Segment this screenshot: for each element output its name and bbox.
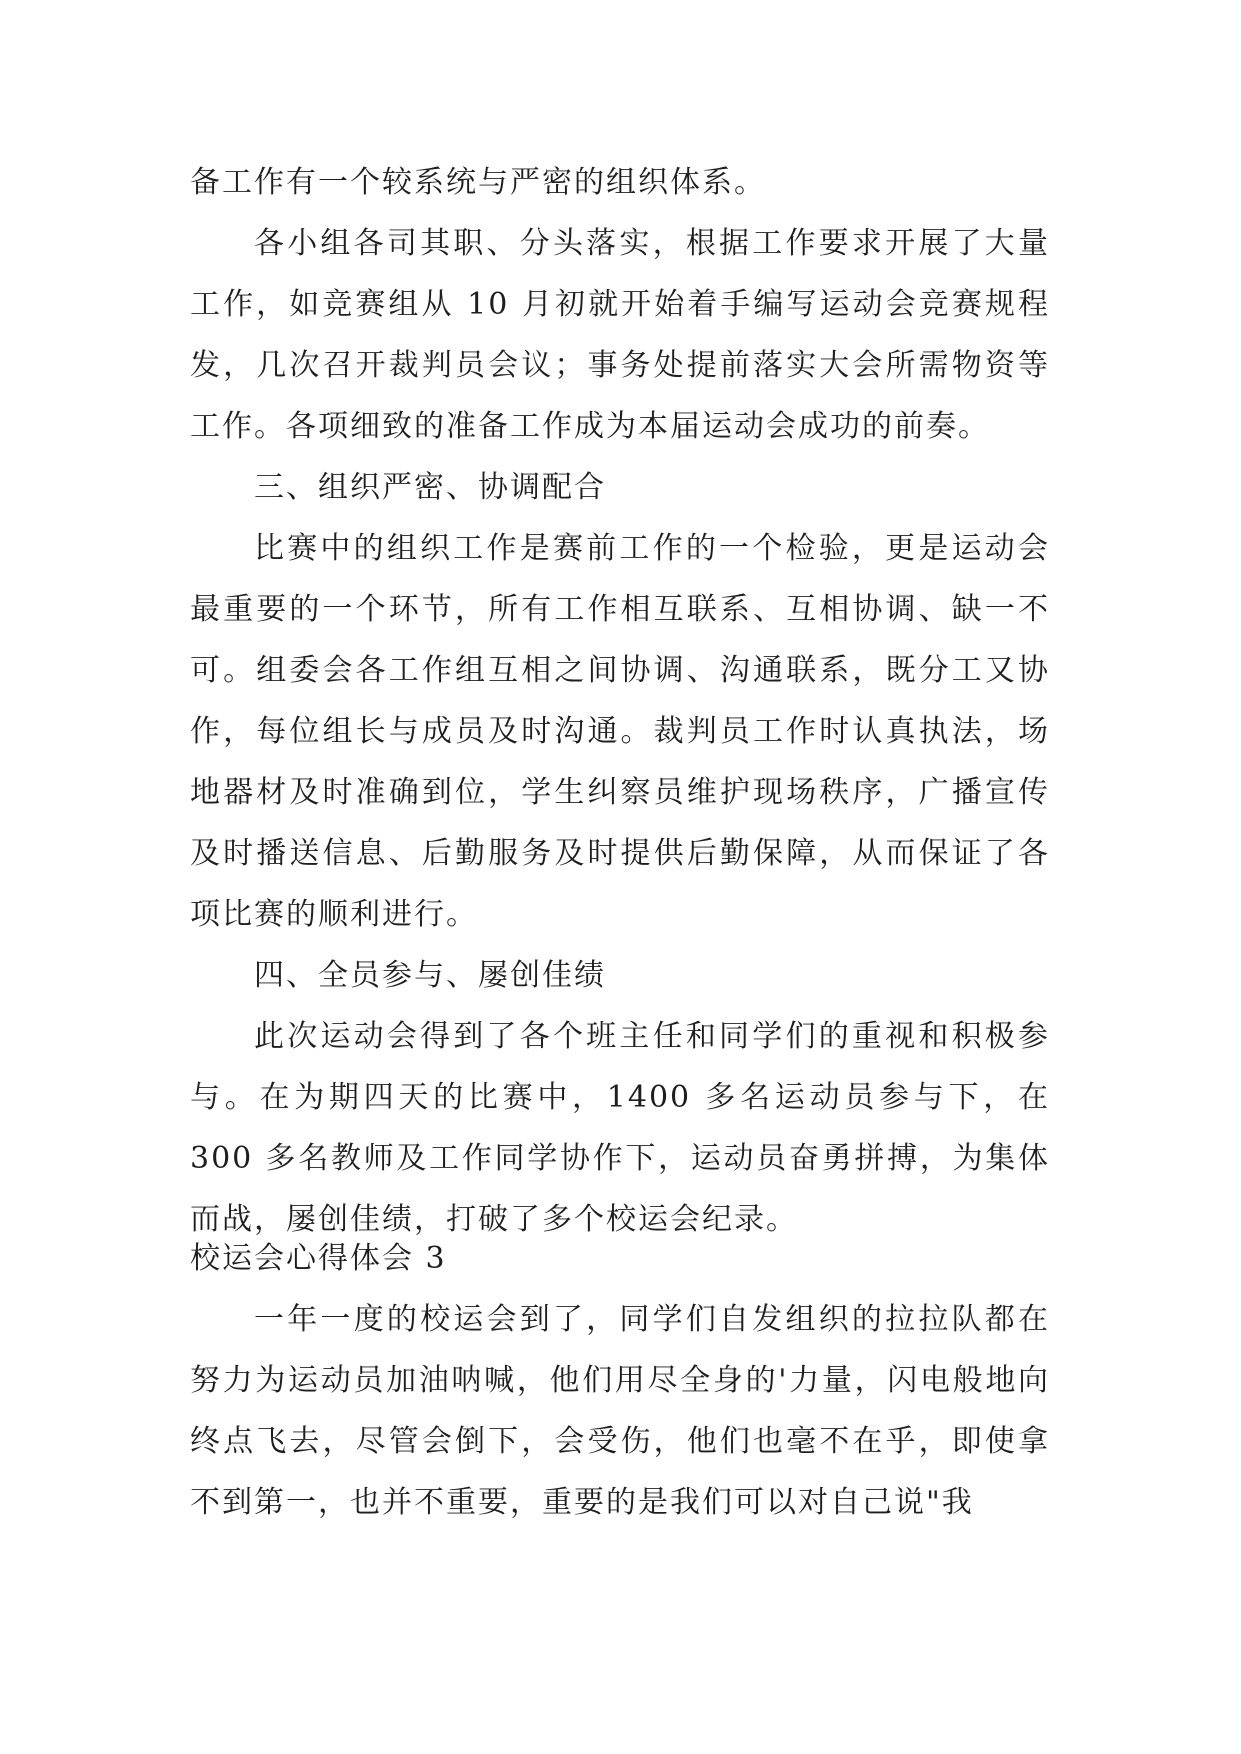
paragraph-organization: 比赛中的组织工作是赛前工作的一个检验，更是运动会最重要的一个环节，所有工作相互联系、互相协调、缺一不可。组委会各工作组互相之间协调、沟通联系，既分工又协作，每位组长与成员及时沟通。裁判员工作时认真执法，场地器材及时准确到位，学生纠察员维护现场秩序，广播宣传及时播送信息、后勤服务及时提供后勤保障，从而保证了各项比赛的顺利进行。 — [190, 531, 1050, 932]
document-body-section-2 — [190, 1228, 1050, 1533]
paragraph-sports-meet: 一年一度的校运会到了，同学们自发组织的拉拉队都在努力为运动员加油呐喊，他们用尽全身的'力量，闪电般地向终点飞去，尽管会倒下，会受伤，他们也毫不在乎，即使拿不到第一，也并不重要，重要的是我们可以对自己说"我 — [190, 1302, 1050, 1520]
paragraph-work-groups: 各小组各司其职、分头落实，根据工作要求开展了大量工作，如竞赛组从 10 月初就开始着手编写运动会竞赛规程发，几次召开裁判员会议；事务处提前落实大会所需物资等工作。各项细致的准备工作成为本届运动会成功的前奏。 — [190, 226, 1050, 444]
paragraph-continuation: 备工作有一个较系统与严密的组织体系。 — [190, 165, 766, 200]
document-body-section-1 — [190, 152, 1050, 1250]
paragraph-participation: 此次运动会得到了各个班主任和同学们的重视和积极参与。在为期四天的比赛中，1400 多名运动员参与下，在 300 多名教师及工作同学协作下，运动员奋勇拼搏，为集体而战，屡创佳绩，打破了多个校运会纪录。 — [190, 1019, 1050, 1237]
essay-title: 校运会心得体会 3 — [190, 1241, 447, 1276]
heading-section-three: 三、组织严密、协调配合 — [254, 470, 606, 505]
heading-section-four: 四、全员参与、屡创佳绩 — [254, 958, 606, 993]
